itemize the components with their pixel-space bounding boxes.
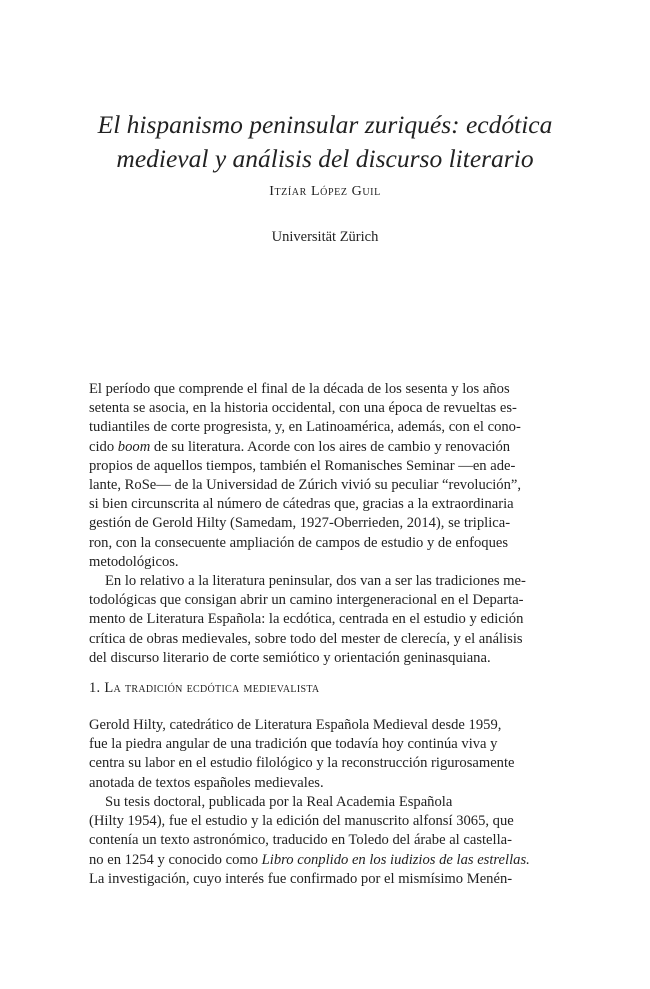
text-line: Su tesis doctoral, publicada por la Real Academia Española [105,794,453,810]
text-line: lante, RoSe— de la Universidad de Zúrich vivió su peculiar “revolución”, [89,476,522,493]
author-affiliation: Universität Zürich [271,229,379,245]
text-line: tudiantiles de corte progresista, y, en Latinoamérica, además, con el cono- [89,419,521,436]
text-line: todológicas que consigan abrir un camino intergeneracional en el Departa- [89,592,524,609]
text-line: crítica de obras medievales, sobre todo del mester de clerecía, y el análisis [89,630,523,647]
italic-term: boom [117,438,151,455]
text-line: metodológicos. [89,553,179,570]
text-line: si bien circunscrita al número de cátedras que, gracias a la extraordinaria [89,496,514,513]
italic-book-title: Libro conplido en los iudizios de las estrellas. [261,851,530,868]
text-line: El período que comprende el final de la década de los sesenta y los años [89,381,510,397]
intro-paragraph-1 [89,380,559,572]
text-line: propios de aquellos tiempos, también el Romanisches Seminar —en ade- [89,457,516,474]
text-line: contenía un texto astronómico, traducido en Toledo del árabe al castella- [89,832,512,849]
text-line: gestión de Gerold Hilty (Samedam, 1927-Oberrieden, 2014), se triplica- [89,515,511,532]
intro-paragraph-2 [89,572,559,668]
title-line-1: El hispanismo peninsular zuriqués: ecdótica [97,110,553,139]
chapter-title [40,108,610,176]
text-line: ron, con la consecuente ampliación de campos de estudio y de enfoques [89,534,509,551]
text-line: En lo relativo a la literatura peninsular, dos van a ser las tradiciones me- [105,573,526,589]
text-line: mento de Literatura Española: la ecdótica, centrada en el estudio y edición [89,611,524,628]
text-line: fue la piedra angular de una tradición que todavía hoy continúa viva y [89,736,498,753]
text-line: del discurso literario de corte semiótico y orientación geninasquiana. [89,649,491,666]
text-line: centra su labor en el estudio filológico y la reconstrucción rigurosamente [89,755,515,772]
text-line: (Hilty 1954), fue el estudio y la edición del manuscrito alfonsí 3065, que [89,813,514,830]
title-line-2: medieval y análisis del discurso literario [116,144,534,173]
text-line: anotada de textos españoles medievales. [89,774,324,791]
section-heading: 1. La tradición ecdótica medievalista [89,680,320,696]
text-line: no en 1254 y conocido como Libro conplido en los iudizios de las estrellas. [89,851,530,868]
text-line: setenta se asocia, en la historia occidental, con una época de revueltas es- [89,400,517,417]
section-paragraph-1 [89,716,559,793]
text-line: cido boom de su literatura. Acorde con los aires de cambio y renovación [89,438,511,455]
section-paragraph-2 [89,793,559,889]
text-line: La investigación, cuyo interés fue confirmado por el mismísimo Menén- [89,870,513,887]
text-line: Gerold Hilty, catedrático de Literatura Española Medieval desde 1959, [89,717,502,733]
author-name: Itzíar López Guil [269,184,381,199]
